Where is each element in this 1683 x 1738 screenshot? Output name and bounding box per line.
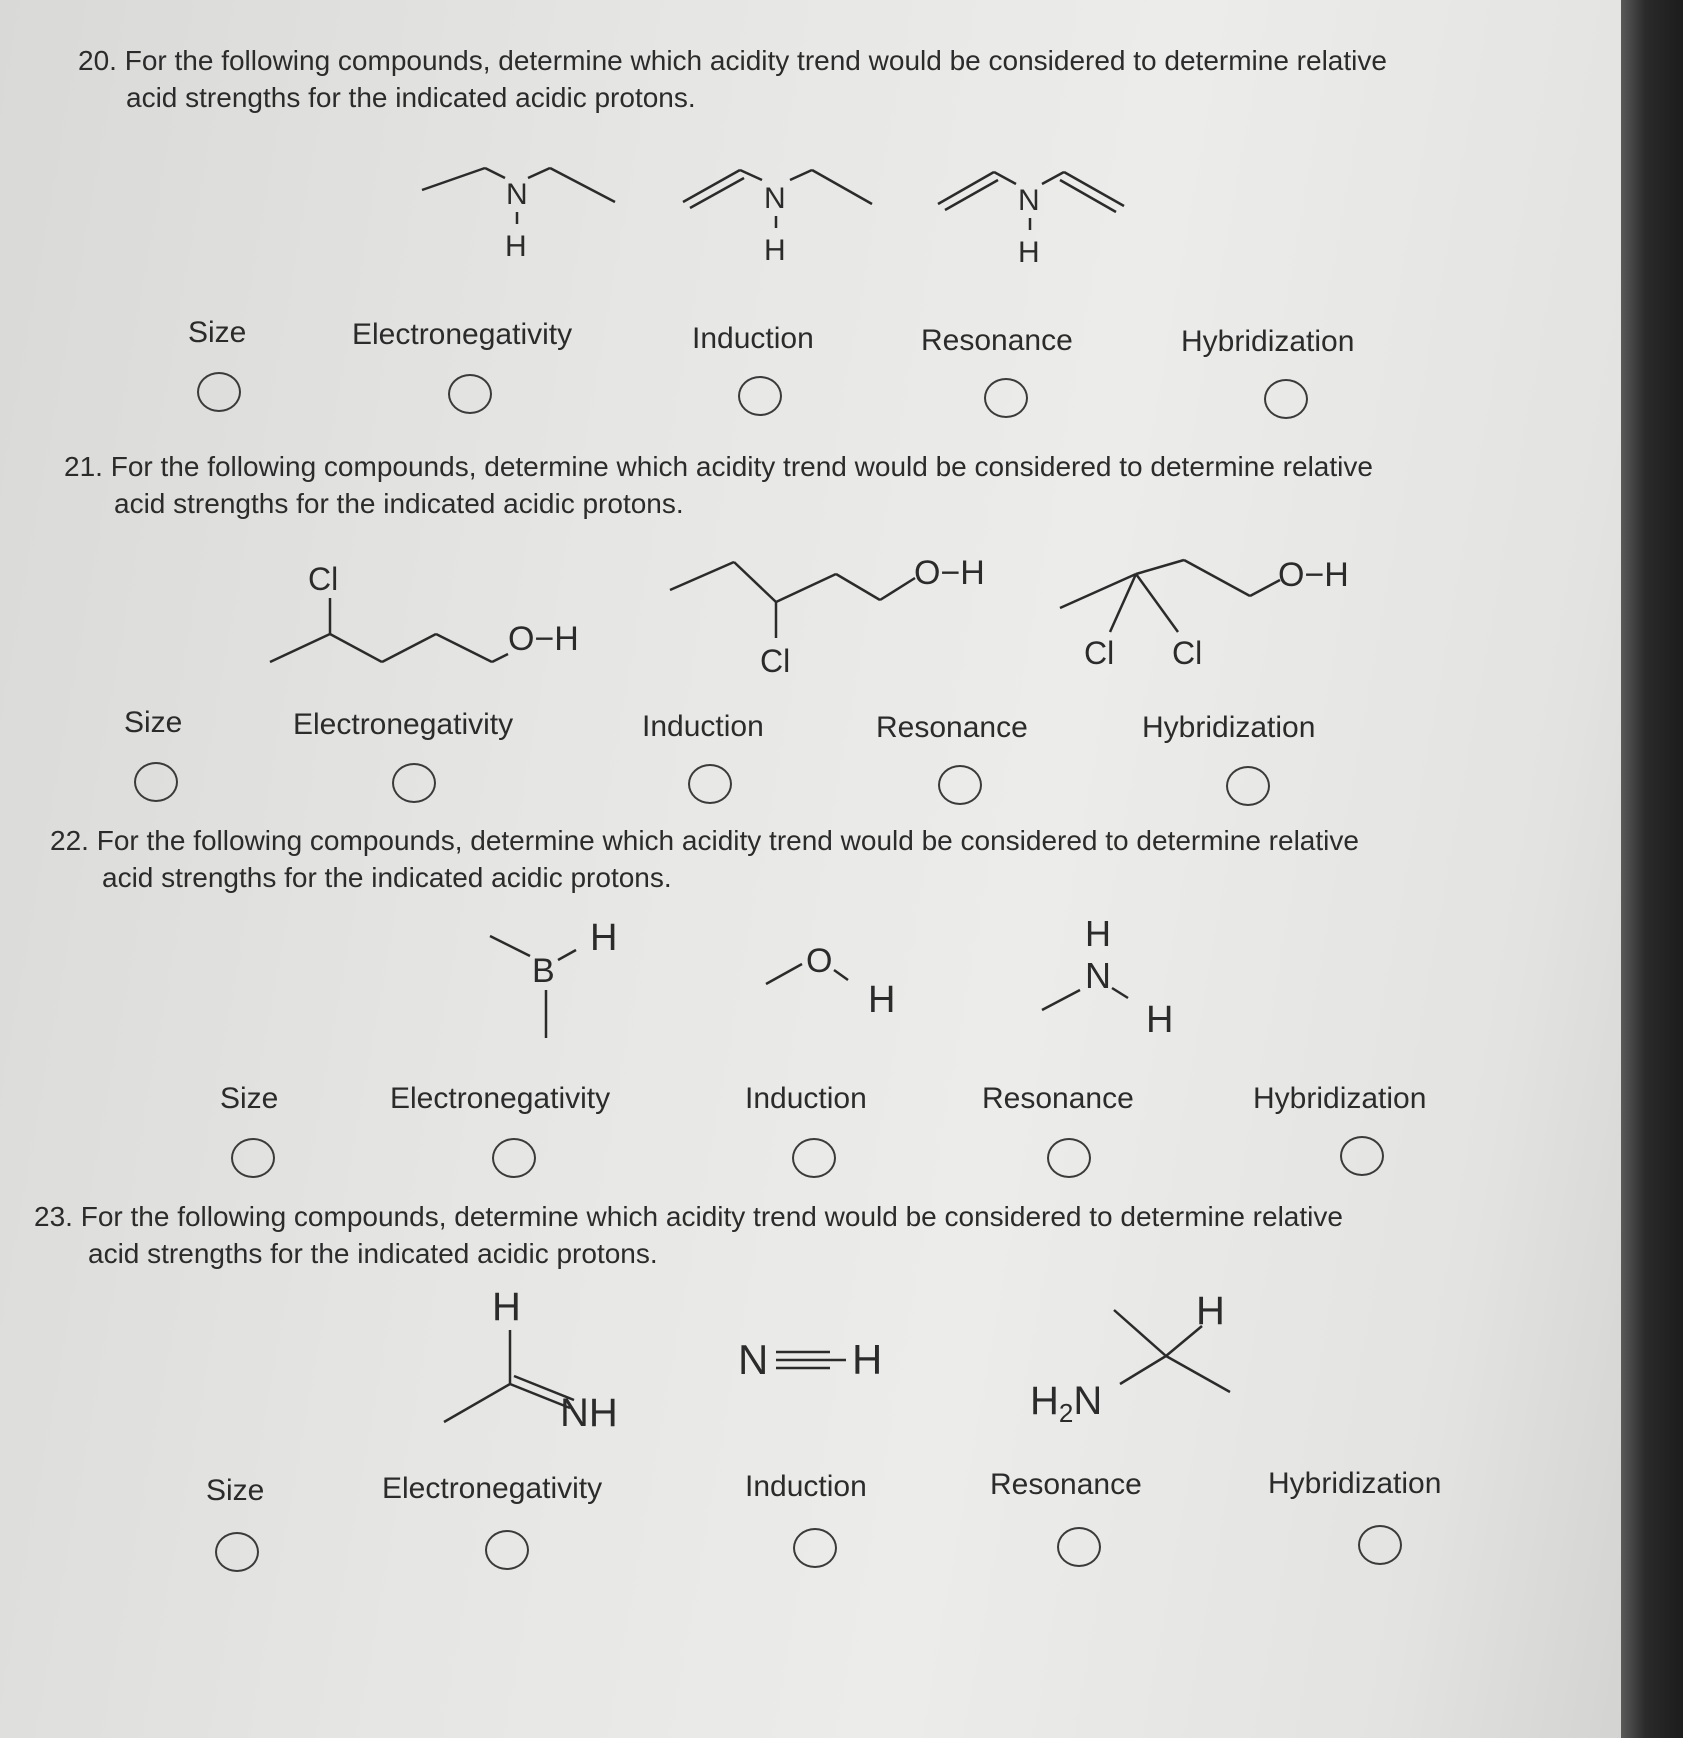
q23-option-electronegativity-label: Electronegativity: [382, 1472, 603, 1505]
atom-oh: O−H: [914, 554, 985, 592]
q21-option-hybridization-label: Hybridization: [1142, 711, 1316, 744]
q21-molecules: [260, 550, 1410, 690]
atom-h: H: [1085, 913, 1111, 954]
q21-option-size-label: Size: [124, 706, 183, 739]
q22-molecule-1: [490, 917, 617, 1038]
q23-radio-induction[interactable]: [793, 1528, 837, 1568]
q20-molecules: [400, 160, 1140, 280]
q22-option-resonance-label: Resonance: [982, 1082, 1134, 1115]
q20-option-size-label: Size: [188, 316, 247, 349]
atom-h: H: [505, 230, 527, 263]
atom-n: N: [764, 182, 786, 215]
atom-cl: Cl: [760, 643, 791, 679]
atom-cl: Cl: [1172, 635, 1203, 671]
q20-option-electronegativity-label: Electronegativity: [352, 318, 573, 351]
q22-option-induction-label: Induction: [745, 1082, 867, 1115]
q20-option-resonance-label: Resonance: [921, 324, 1073, 357]
q21-radio-electronegativity[interactable]: [392, 763, 436, 803]
q22-radio-induction[interactable]: [792, 1138, 836, 1178]
atom-oh: O−H: [508, 620, 579, 658]
atom-h: H: [590, 917, 618, 959]
atom-cl: Cl: [1084, 635, 1115, 671]
q23-radio-size[interactable]: [215, 1532, 259, 1572]
q22-molecules: [480, 910, 1200, 1040]
q20-molecule-1: [422, 168, 615, 263]
q21-radio-induction[interactable]: [688, 764, 732, 804]
atom-h2n: $H_2N$: [1030, 1379, 1103, 1428]
q20-option-hybridization-label: Hybridization: [1181, 325, 1355, 358]
q20-molecule-2: [683, 170, 872, 267]
device-edge: [1621, 0, 1683, 1738]
q20-radio-size[interactable]: [197, 372, 241, 412]
q22-option-size-label: Size: [220, 1082, 279, 1115]
q23-molecule-1: [444, 1285, 618, 1435]
q21-radio-resonance[interactable]: [938, 765, 982, 805]
q22-radio-electronegativity[interactable]: [492, 1138, 536, 1178]
q22-molecule-3: [1042, 913, 1173, 1040]
atom-h: H: [1018, 236, 1040, 269]
question-20-text: 20. For the following compounds, determine which acidity trend would be considered to determine relative acid strengths for the indicated acidic protons.: [78, 45, 1387, 113]
q21-option-resonance-label: Resonance: [876, 711, 1028, 744]
q22-radio-size[interactable]: [231, 1138, 275, 1178]
atom-h: H: [852, 1336, 883, 1383]
q23-molecules: [430, 1280, 1250, 1440]
q20-radio-resonance[interactable]: [984, 378, 1028, 418]
atom-oh: O−H: [1278, 556, 1349, 594]
q23-molecule-2: [738, 1336, 882, 1383]
atom-n: N: [738, 1336, 769, 1383]
q22-option-electronegativity-label: Electronegativity: [390, 1082, 611, 1115]
atom-cl: Cl: [308, 561, 339, 597]
question-21-text: 21. For the following compounds, determine which acidity trend would be considered to determine relative acid strengths for the indicated acidic protons.: [64, 451, 1373, 519]
q21-radio-size[interactable]: [134, 762, 178, 802]
atom-n: N: [506, 178, 528, 211]
q21-molecule-1: [270, 561, 579, 662]
atom-h: H: [1196, 1289, 1225, 1333]
q20-radio-induction[interactable]: [738, 376, 782, 416]
q23-radio-resonance[interactable]: [1057, 1527, 1101, 1567]
q22-radio-hybridization[interactable]: [1340, 1136, 1384, 1176]
atom-h: H: [492, 1285, 521, 1329]
q22-molecule-2: [766, 942, 895, 1021]
question-22-text: 22. For the following compounds, determine which acidity trend would be considered to determine relative acid strengths for the indicated acidic protons.: [50, 825, 1359, 893]
q21-molecule-3: [1060, 556, 1349, 671]
atom-b: B: [532, 952, 555, 990]
q23-option-size-label: Size: [206, 1474, 265, 1507]
question-23-text: 23. For the following compounds, determine which acidity trend would be considered to determine relative acid strengths for the indicated acidic protons.: [34, 1201, 1343, 1269]
q21-option-electronegativity-label: Electronegativity: [293, 708, 514, 741]
q21-radio-hybridization[interactable]: [1226, 766, 1270, 806]
q20-radio-electronegativity[interactable]: [448, 374, 492, 414]
q20-molecule-3: [938, 172, 1124, 269]
atom-h: H: [764, 234, 786, 267]
q23-molecule-3: [1030, 1289, 1230, 1428]
q23-option-induction-label: Induction: [745, 1470, 867, 1503]
atom-n: N: [1085, 955, 1111, 996]
q21-molecule-2: [670, 554, 985, 679]
q22-option-hybridization-label: Hybridization: [1253, 1082, 1427, 1115]
atom-h: H: [1146, 999, 1174, 1040]
q23-radio-electronegativity[interactable]: [485, 1530, 529, 1570]
atom-nh: NH: [560, 1391, 618, 1435]
atom-n: N: [1018, 184, 1040, 217]
q21-option-induction-label: Induction: [642, 710, 764, 743]
atom-h: H: [868, 979, 896, 1021]
q20-option-induction-label: Induction: [692, 322, 814, 355]
q22-radio-resonance[interactable]: [1047, 1138, 1091, 1178]
q23-radio-hybridization[interactable]: [1358, 1525, 1402, 1565]
q23-option-hybridization-label: Hybridization: [1268, 1467, 1442, 1500]
atom-o: O: [806, 942, 833, 980]
q20-radio-hybridization[interactable]: [1264, 379, 1308, 419]
q23-option-resonance-label: Resonance: [990, 1468, 1142, 1501]
